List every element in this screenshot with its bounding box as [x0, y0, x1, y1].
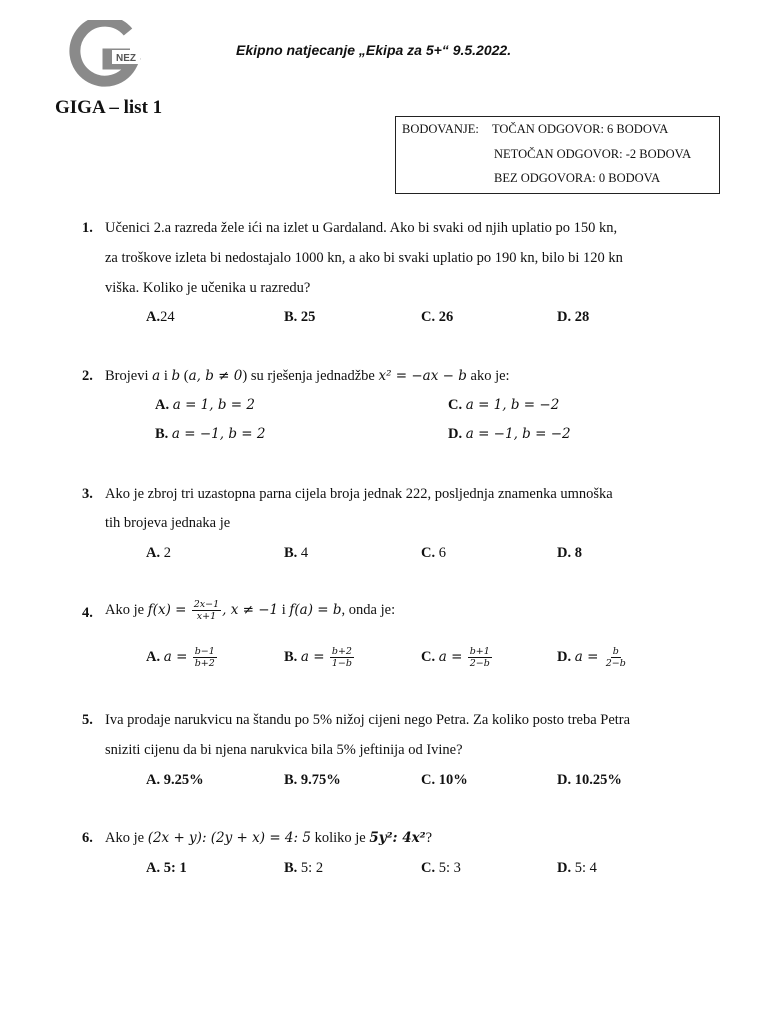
option-c[interactable]: [421, 860, 461, 877]
option-value: a = 1, b = −2: [465, 397, 560, 413]
option-c[interactable]: [421, 772, 468, 789]
option-c[interactable]: [421, 309, 453, 326]
school-logo: [68, 20, 142, 90]
option-a[interactable]: [146, 309, 175, 326]
option-b[interactable]: [284, 860, 323, 877]
option-value: 24: [160, 309, 175, 325]
scoring-label: BODOVANJE:: [402, 122, 479, 136]
option-d[interactable]: D. a = $\frac{b}{2-b}$: [557, 646, 626, 669]
scoring-incorrect: NETOČAN ODGOVOR: -2 BODOVA: [494, 147, 692, 161]
logo-lettering: NEZ: [116, 53, 136, 64]
option-b[interactable]: [284, 309, 315, 326]
option-value: 6: [438, 545, 446, 561]
question-text-line: za troškove izleta bi nedostajalo 1000 kn, a ako bi svaki uplatio po 190 kn, bilo bi 120 kn: [105, 250, 623, 266]
option-value: 9.25%: [163, 772, 204, 788]
contest-title: Ekipno natjecanje „Ekipa za 5+“ 9.5.2022.: [236, 42, 512, 58]
question-text-line: sniziti cijenu da bi njena narukvica bila 5% jeftinija od Ivine?: [105, 742, 463, 758]
option-b[interactable]: [284, 772, 341, 789]
option-letter: B.: [284, 772, 298, 788]
question-number: 1.: [82, 220, 93, 236]
option-letter: D.: [557, 648, 572, 665]
sheet-title: GIGA – list 1: [55, 97, 163, 118]
question-text-line: Brojevi a i b (a, b ≠ 0) su rješenja jednadžbe x² = −ax − b ako je:: [105, 368, 510, 384]
option-letter: D.: [557, 309, 572, 325]
option-b[interactable]: B. a = $\frac{b+2}{1-b}$: [284, 646, 352, 669]
option-letter: D.: [557, 545, 572, 561]
option-a[interactable]: [146, 545, 171, 562]
option-value: 8: [574, 545, 582, 561]
option-value: 10%: [438, 772, 468, 788]
option-a[interactable]: A. a = $\frac{b-1}{b+2}$: [146, 646, 215, 669]
option-value: a = 1, b = 2: [172, 397, 255, 413]
option-letter: B.: [284, 860, 298, 876]
option-letter: C.: [421, 772, 436, 788]
option-value: 5: 4: [574, 860, 597, 876]
option-letter: B.: [284, 309, 298, 325]
option-value: 5: 3: [438, 860, 461, 876]
option-letter: C.: [421, 648, 436, 665]
question-text-line: viška. Koliko je učenika u razredu?: [105, 280, 311, 296]
scoring-correct: TOČAN ODGOVOR: 6 BODOVA: [492, 122, 669, 136]
option-letter: A.: [146, 545, 161, 561]
fraction: $\frac{b}{2-b}$: [605, 646, 626, 669]
option-b[interactable]: [284, 545, 308, 562]
option-value: 4: [300, 545, 309, 561]
option-value: 9.75%: [300, 772, 341, 788]
option-d[interactable]: [557, 772, 622, 789]
option-value: 26: [438, 309, 454, 325]
option-value: 5: 1: [163, 860, 187, 876]
option-letter: B.: [155, 426, 169, 442]
option-d[interactable]: [557, 309, 589, 326]
option-d[interactable]: [448, 426, 571, 443]
option-letter: C.: [421, 545, 436, 561]
question-number: 5.: [82, 712, 93, 728]
fraction: $\frac{2x-1}{x+1}$: [193, 599, 220, 622]
question-number: 6.: [82, 830, 93, 846]
option-letter: B.: [284, 648, 298, 665]
fraction: $\frac{b+1}{2-b}$: [469, 646, 490, 669]
question-text-line: Ako je f(x) = $\frac{2x-1}{x+1}$ , x ≠ −1 i f(a) = b, onda je:: [105, 599, 396, 622]
option-letter: C.: [421, 860, 436, 876]
question-text-line: Iva prodaje narukvicu na štandu po 5% nižoj cijeni nego Petra. Za koliko posto treba Petra: [105, 712, 631, 728]
option-value: 5: 2: [300, 860, 324, 876]
question-number: 2.: [82, 368, 93, 384]
option-value: 28: [574, 309, 590, 325]
question-number: 4.: [82, 605, 93, 621]
option-value: a = −1, b = −2: [465, 426, 571, 442]
option-letter: A.: [146, 648, 161, 665]
option-value: 10.25%: [574, 772, 622, 788]
option-letter: A.: [146, 772, 161, 788]
question-text-line: tih brojeva jednaka je: [105, 515, 231, 531]
option-c[interactable]: [448, 397, 559, 414]
option-a[interactable]: [155, 397, 255, 414]
option-letter: A.: [146, 860, 161, 876]
option-letter: B.: [284, 545, 298, 561]
option-letter: C.: [421, 309, 436, 325]
option-letter: A.: [146, 309, 161, 325]
option-b[interactable]: [155, 426, 265, 443]
option-letter: C.: [448, 397, 463, 413]
option-value: a = −1, b = 2: [171, 426, 266, 442]
option-value: 25: [300, 309, 316, 325]
option-c[interactable]: [421, 545, 446, 562]
fraction: $\frac{b-1}{b+2}$: [194, 646, 215, 669]
question-text-line: Ako je zbroj tri uzastopna parna cijela broja jednak 222, posljednja znamenka umnoška: [105, 486, 613, 502]
option-letter: D.: [557, 860, 572, 876]
scoring-none: BEZ ODGOVORA: 0 BODOVA: [494, 171, 661, 185]
option-a[interactable]: [146, 860, 187, 877]
option-d[interactable]: [557, 545, 582, 562]
option-value: 2: [163, 545, 171, 561]
question-text-line: Učenici 2.a razreda žele ići na izlet u Gardaland. Ako bi svaki od njih uplatio po 150 kn,: [105, 220, 618, 236]
scoring-box: [395, 116, 720, 194]
option-letter: A.: [155, 397, 170, 413]
option-c[interactable]: C. a = $\frac{b+1}{2-b}$: [421, 646, 490, 669]
question-text-line: Ako je (2x + y): (2y + x) = 4: 5 koliko je 5y²: 4x²?: [105, 830, 432, 846]
option-letter: D.: [557, 772, 572, 788]
option-letter: D.: [448, 426, 463, 442]
option-a[interactable]: [146, 772, 204, 789]
fraction: $\frac{b+2}{1-b}$: [331, 646, 352, 669]
question-number: 3.: [82, 486, 93, 502]
option-d[interactable]: [557, 860, 597, 877]
